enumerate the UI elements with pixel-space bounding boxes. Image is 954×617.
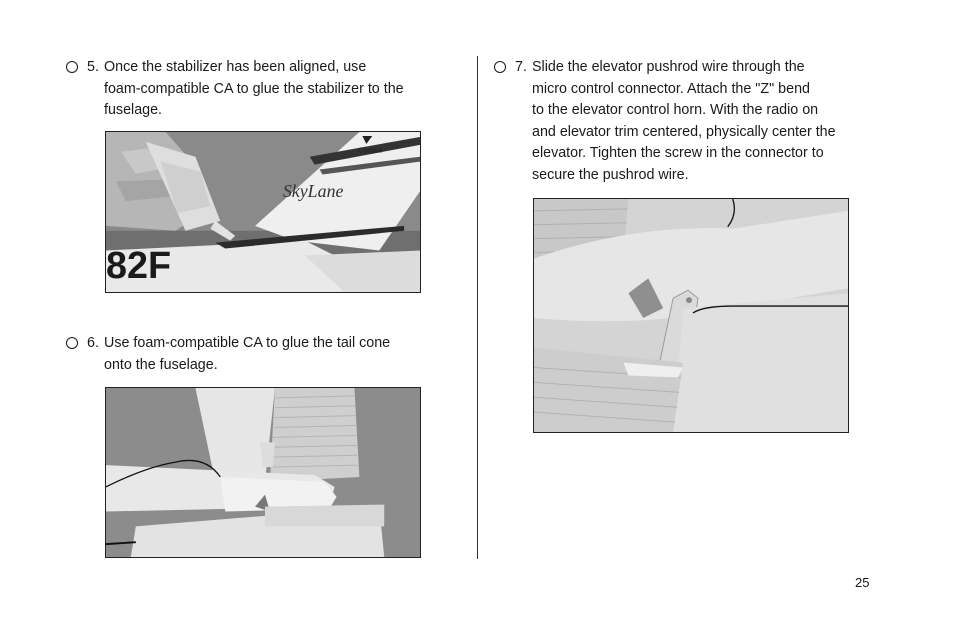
step-6-line-1: Use foam-compatible CA to glue the tail cone <box>104 335 391 351</box>
step-5-number: 5. <box>87 59 99 75</box>
step-7-line-6: secure the pushrod wire. <box>532 166 689 183</box>
registration-text: 82F <box>106 244 172 287</box>
step-7-line-4: and elevator trim centered, physically center the <box>532 123 836 140</box>
step-6-line-2: onto the fuselage. <box>104 356 218 373</box>
checkbox-circle-icon[interactable] <box>494 61 506 73</box>
step-7-line-5: elevator. Tighten the screw in the connector to <box>532 145 824 161</box>
photo-elevator-pushrod <box>533 198 849 433</box>
step-5-line-1: Once the stabilizer has been aligned, use <box>104 59 367 75</box>
photo-stabilizer-glue <box>105 131 421 293</box>
checkbox-circle-icon[interactable] <box>66 337 78 349</box>
step-5-line-3: fuselage. <box>104 102 163 118</box>
step-6-number: 6. <box>87 335 99 351</box>
column-divider <box>477 56 478 559</box>
step-7-line-2: micro control connector. Attach the "Z" bend <box>532 80 810 97</box>
step-5-line-2: foam-compatible CA to glue the stabilizer to the <box>104 80 404 97</box>
cessna-logo-text: Cessna <box>358 147 382 155</box>
photo-tail-cone <box>105 387 421 558</box>
skylane-logo-text: SkyLane <box>282 181 344 202</box>
checkbox-circle-icon[interactable] <box>66 61 78 73</box>
step-7-line-1: Slide the elevator pushrod wire through the <box>532 59 805 75</box>
page-number: 25 <box>855 575 870 590</box>
step-7-line-3: to the elevator control horn. With the radio on <box>532 102 819 118</box>
step-7-number: 7. <box>515 59 527 75</box>
